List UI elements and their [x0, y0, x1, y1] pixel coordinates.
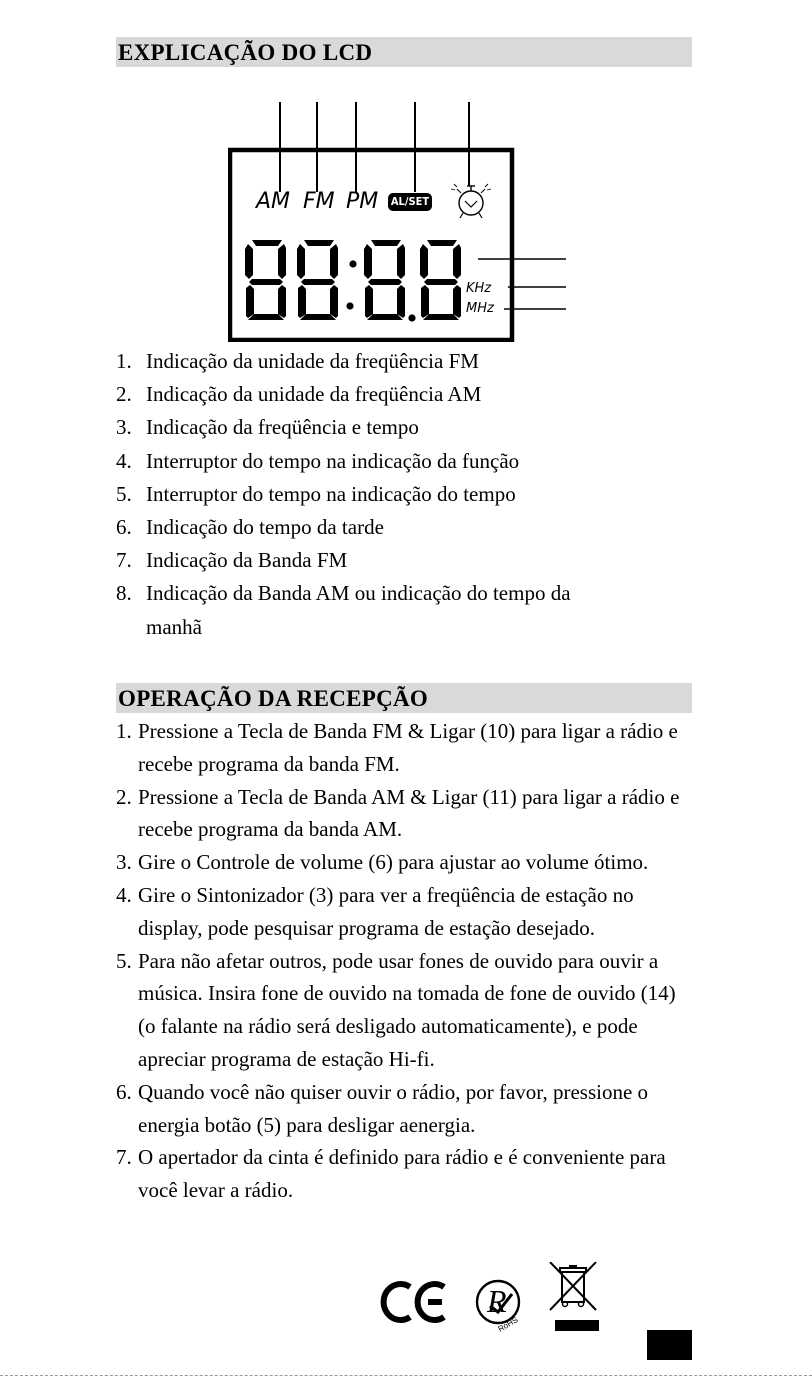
operation-list	[116, 715, 692, 1207]
compliance-logos	[380, 1262, 610, 1342]
svg-text:R: R	[487, 1283, 507, 1319]
section-heading-lcd: EXPLICAÇÃO DO LCD	[116, 37, 692, 67]
page-cut-line	[0, 1375, 812, 1376]
lcd-digit-display	[245, 240, 461, 322]
list-item: 7. Indicação da Banda FM	[116, 548, 348, 573]
lcd-label-alset: AL/SET	[388, 193, 432, 211]
list-item: 6. Quando você não quiser ouvir o rádio, por favor, pressione o energia botão (5) para desligar aenergia.	[116, 1079, 649, 1137]
lcd-label-pm: PM	[346, 189, 379, 214]
lcd-label-khz: KHz	[466, 281, 492, 296]
list-item: 3. Indicação da freqüência e tempo	[116, 415, 419, 440]
lcd-diagram	[228, 100, 568, 342]
rohs-mark-icon	[477, 1281, 519, 1334]
alarm-clock-icon	[451, 184, 491, 218]
weee-bin-icon	[550, 1262, 599, 1331]
list-item: 2. Indicação da unidade da freqüência AM	[116, 382, 482, 407]
ce-mark-icon	[384, 1284, 444, 1320]
lcd-explanation-list	[116, 345, 686, 644]
svg-text:RoHS: RoHS	[496, 1315, 520, 1334]
list-item: 3. Gire o Controle de volume (6) para ajustar ao volume ótimo.	[116, 850, 649, 875]
list-item: 1. Indicação da unidade da freqüência FM	[116, 349, 479, 373]
list-item: 1. Pressione a Tecla de Banda FM & Ligar (10) para ligar a rádio e recebe programa da banda FM.	[116, 719, 678, 776]
page-marker-block	[647, 1330, 692, 1360]
list-item: 4. Gire o Sintonizador (3) para ver a freqüência de estação no display, pode pesquisar programa de estação desejado.	[116, 882, 634, 940]
list-item: 8. Indicação da Banda AM ou indicação do tempo da manhã	[116, 581, 571, 639]
list-item: 5. Para não afetar outros, pode usar fones de ouvido para ouvir a música. Insira fone de ouvido na tomada de fone de ouvido (14) (o falante na rádio será desligado automaticamente), e pode apreciar programa de estação Hi-fi.	[116, 948, 676, 1071]
list-item: 5. Interruptor do tempo na indicação do tempo	[116, 481, 516, 506]
list-item: 7. O apertador da cinta é definido para rádio e é conveniente para você levar a rádio.	[116, 1145, 666, 1203]
list-item: 6. Indicação do tempo da tarde	[116, 515, 384, 540]
lcd-label-mhz: MHz	[466, 301, 494, 316]
lcd-frame	[228, 100, 568, 342]
list-item: 2. Pressione a Tecla de Banda AM & Ligar (11) para ligar a rádio e recebe programa da banda AM.	[116, 784, 680, 842]
section-heading-operation: OPERAÇÃO DA RECEPÇÃO	[116, 683, 692, 713]
list-item: 4. Interruptor do tempo na indicação da função	[116, 448, 520, 473]
lcd-label-fm: FM	[303, 189, 335, 214]
lcd-label-am: AM	[256, 189, 291, 214]
